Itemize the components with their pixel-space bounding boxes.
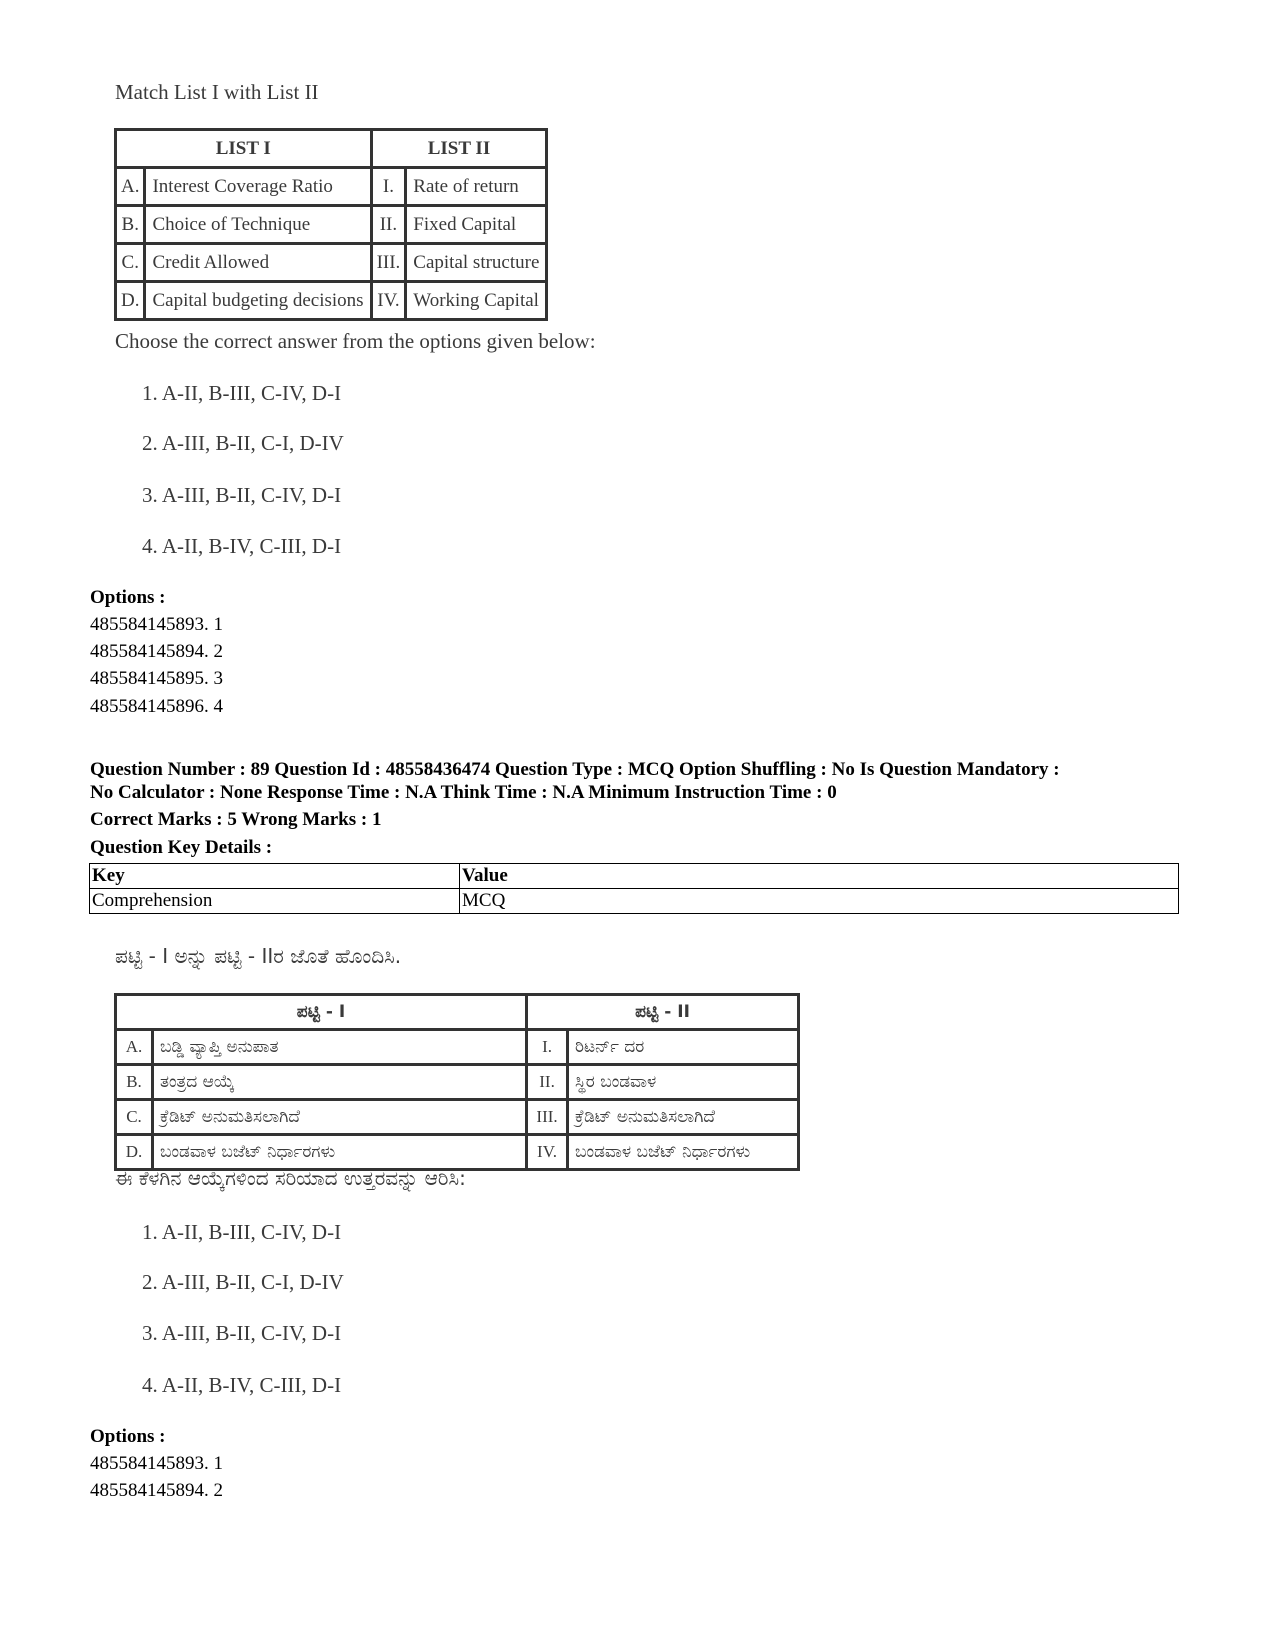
list1-item: ಬಡ್ಡಿ ವ್ಯಾಪ್ತಿ ಅನುಪಾತ: [153, 1030, 527, 1065]
list2-item: ರಿಟರ್ನ್ ದರ: [568, 1030, 799, 1065]
table-row: [116, 206, 547, 244]
key-details-label: Question Key Details :: [90, 837, 273, 858]
row-numeral: IV.: [371, 282, 406, 320]
table-row: [116, 244, 547, 282]
list2-item: Working Capital: [406, 282, 547, 320]
value-header: Value: [460, 864, 1179, 889]
key-cell: Comprehension: [90, 889, 460, 914]
answer-choice: 2. A-III, B-II, C-I, D-IV: [142, 1270, 344, 1294]
row-letter: D.: [116, 1135, 153, 1170]
list2-item: ಕ್ರೆಡಿಟ್ ಅನುಮತಿಸಲಾಗಿದೆ: [568, 1100, 799, 1135]
question-meta: [90, 758, 1250, 804]
list1-item: Choice of Technique: [145, 206, 371, 244]
table-row: [116, 282, 547, 320]
options-label: Options :: [90, 1426, 166, 1447]
list1-item: ಬಂಡವಾಳ ಬಜೆಟ್ ನಿರ್ಧಾರಗಳು: [153, 1135, 527, 1170]
list2-item: ಬಂಡವಾಳ ಬಜೆಟ್ ನಿರ್ಧಾರಗಳು: [568, 1135, 799, 1170]
question-prompt-kannada: ಈ ಕೆಳಗಿನ ಆಯ್ಕೆಗಳಿಂದ ಸರಿಯಾದ ಉತ್ತರವನ್ನು ಆರಿಸಿ:: [115, 1166, 466, 1190]
row-letter: A.: [116, 168, 145, 206]
row-numeral: II.: [527, 1065, 568, 1100]
row-letter: B.: [116, 1065, 153, 1100]
list2-item: Capital structure: [406, 244, 547, 282]
option-item: 485584145894. 2: [90, 641, 223, 662]
key-details-table: [89, 863, 1179, 914]
key-header: Key: [90, 864, 460, 889]
option-item: 485584145893. 1: [90, 614, 223, 635]
answer-choice: 4. A-II, B-IV, C-III, D-I: [142, 534, 342, 558]
row-numeral: III.: [527, 1100, 568, 1135]
marks-line: Correct Marks : 5 Wrong Marks : 1: [90, 809, 382, 830]
answer-choice: 4. A-II, B-IV, C-III, D-I: [142, 1373, 342, 1397]
answer-choice: 3. A-III, B-II, C-IV, D-I: [142, 483, 342, 507]
list1-item: ಕ್ರೆಡಿಟ್ ಅನುಮತಿಸಲಾಗಿದೆ: [153, 1100, 527, 1135]
answer-choice: 2. A-III, B-II, C-I, D-IV: [142, 431, 344, 455]
row-numeral: I.: [371, 168, 406, 206]
table-row: [116, 1135, 799, 1170]
row-numeral: II.: [371, 206, 406, 244]
option-item: 485584145894. 2: [90, 1480, 223, 1501]
list1-header: ಪಟ್ಟಿ - I: [116, 995, 527, 1030]
option-item: 485584145896. 4: [90, 696, 223, 717]
row-numeral: I.: [527, 1030, 568, 1065]
table-row: [116, 168, 547, 206]
table-row: [116, 1030, 799, 1065]
list1-item: Capital budgeting decisions: [145, 282, 371, 320]
match-table-kannada: [114, 993, 800, 1171]
list2-header: ಪಟ್ಟಿ - II: [527, 995, 799, 1030]
options-label: Options :: [90, 587, 166, 608]
option-item: 485584145895. 3: [90, 668, 223, 689]
list2-header: LIST II: [371, 130, 547, 168]
row-letter: B.: [116, 206, 145, 244]
row-numeral: IV.: [527, 1135, 568, 1170]
table-row: [116, 1100, 799, 1135]
list2-item: ಸ್ಥಿರ ಬಂಡವಾಳ: [568, 1065, 799, 1100]
list1-header: LIST I: [116, 130, 372, 168]
question-prompt: Choose the correct answer from the options given below:: [115, 329, 596, 353]
row-letter: C.: [116, 244, 145, 282]
table-row: [90, 889, 1179, 914]
question-meta-line1: Question Number : 89 Question Id : 48558436474 Question Type : MCQ Option Shuffling : No Is Question Mandatory :: [90, 759, 1060, 780]
question-intro-kannada: ಪಟ್ಟಿ - I ಅನ್ನು ಪಟ್ಟಿ - IIರ ಜೊತೆ ಹೊಂದಿಸಿ.: [115, 944, 402, 968]
row-letter: C.: [116, 1100, 153, 1135]
answer-choice: 1. A-II, B-III, C-IV, D-I: [142, 381, 342, 405]
row-letter: D.: [116, 282, 145, 320]
row-numeral: III.: [371, 244, 406, 282]
value-cell: MCQ: [460, 889, 1179, 914]
row-letter: A.: [116, 1030, 153, 1065]
match-table: [114, 128, 548, 321]
list1-item: ತಂತ್ರದ ಆಯ್ಕೆ: [153, 1065, 527, 1100]
answer-choice: 3. A-III, B-II, C-IV, D-I: [142, 1321, 342, 1345]
question-meta-line2: No Calculator : None Response Time : N.A Think Time : N.A Minimum Instruction Time : 0: [90, 782, 837, 803]
list2-item: Rate of return: [406, 168, 547, 206]
list1-item: Credit Allowed: [145, 244, 371, 282]
table-row: [90, 864, 1179, 889]
question-intro: Match List I with List II: [115, 80, 319, 104]
option-item: 485584145893. 1: [90, 1453, 223, 1474]
list2-item: Fixed Capital: [406, 206, 547, 244]
answer-choice: 1. A-II, B-III, C-IV, D-I: [142, 1220, 342, 1244]
table-row: [116, 1065, 799, 1100]
list1-item: Interest Coverage Ratio: [145, 168, 371, 206]
